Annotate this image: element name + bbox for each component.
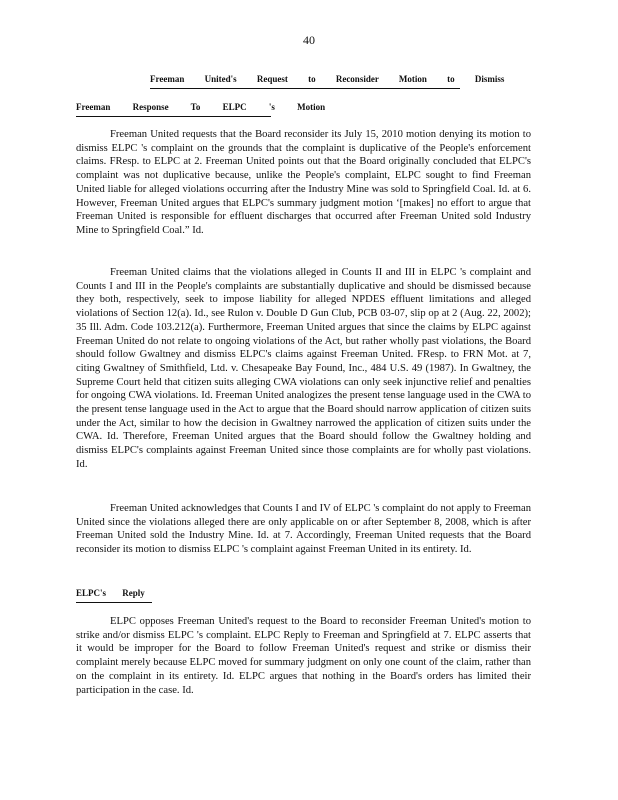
paragraph-1: Freeman United requests that the Board reconsider its July 15, 2010 motion denying its motion to dismiss ELPC 's complaint on the grounds that the complaint is duplicative of the People's enforcement claims. FResp. to ELPC at 2. Freeman United points out that the Board originally concluded that ELPC's complaint was not duplicative because, unlike the People's complaint, ELPC sought to find Freeman United liable for alleged violations occurring after the Industry Mine was sold to Springfield Coal. Id. at 6. However, Freeman United argues that ELPC's summary judgment motion ‘[makes] no effort to argue that Freeman United is responsible for effluent discharges that occurred after Freeman United sold Industry Mine to Springfield Coal.” Id. xyxy=(76,129,531,236)
paragraph-2: Freeman United claims that the violations alleged in Counts II and III in ELPC 's complaint and Counts I and III in the People's complaints are substantially duplicative and should be dismissed because they both, respectively, seek to impose liability for alleged NPDES effluent limitations and alleged violations of Section 12(a). Id., see Rulon v. Double D Gun Club, PCB 03-07, slip op at 2 (Aug. 22, 2002); 35 Ill. Adm. Code 103.212(a). Furthermore, Freeman United argues that since the claims by ELPC against Freeman United do not relate to ongoing violations of the Act, but rather wholly past violations, the Board should follow Gwaltney and dismiss ELPC's claims against Freeman United. FResp. to FRN Mot. at 7, citing Gwaltney of Smithfield, Ltd. v. Chesapeake Bay Found, Inc., 484 U.S. 49 (1987). In Gwaltney, the Supreme Court held that citizen suits alleging CWA violations can only seek injunctive relief and penalties for ongoing CWA violations. Id. Freeman United analogizes the present tense language used in the CWA to the present tense language used in the Act to argue that the Board should narrow application of citizen suits under the Act, similar to how the decision in Gwaltney narrowed the application of citizen suits under the CWA. Id. Therefore, Freeman United argues that the Board should follow the Gwaltney holding and dismiss ELPC's complaints against Freeman United since those complaints are for wholly past violations. Id. xyxy=(76,267,531,470)
page-number: 40 xyxy=(303,33,315,47)
section-heading-freeman-response: Freeman Response To ELPC 's Motion xyxy=(76,101,271,117)
paragraph-4: ELPC opposes Freeman United's request to the Board to reconsider Freeman United's motion to strike and/or dismiss ELPC 's complaint. ELPC Reply to Freeman and Springfield at 7. ELPC asserts that it would be improper for the Board to follow Freeman United's request and strike or dismiss their complaint merely because ELPC moved for summary judgment on only one count of the claim, rather than on the complaint in its entirety. Id. ELPC argues that nothing in the Board's orders has limited their participation in the case. Id. xyxy=(76,616,531,696)
section-heading-elpc-reply: ELPC's Reply xyxy=(76,587,152,603)
document-title: Freeman United's Request to Reconsider Motion to Dismiss xyxy=(150,73,460,89)
paragraph-3: Freeman United acknowledges that Counts I and IV of ELPC 's complaint do not apply to Freeman United since the violations alleged there are only applicable on or after September 8, 2008, which is after Freeman United sold the Industry Mine. Id. at 7. Accordingly, Freeman United requests that the Board reconsider its motion to dismiss ELPC 's complaint against Freeman United in its entirety. Id. xyxy=(76,503,531,556)
